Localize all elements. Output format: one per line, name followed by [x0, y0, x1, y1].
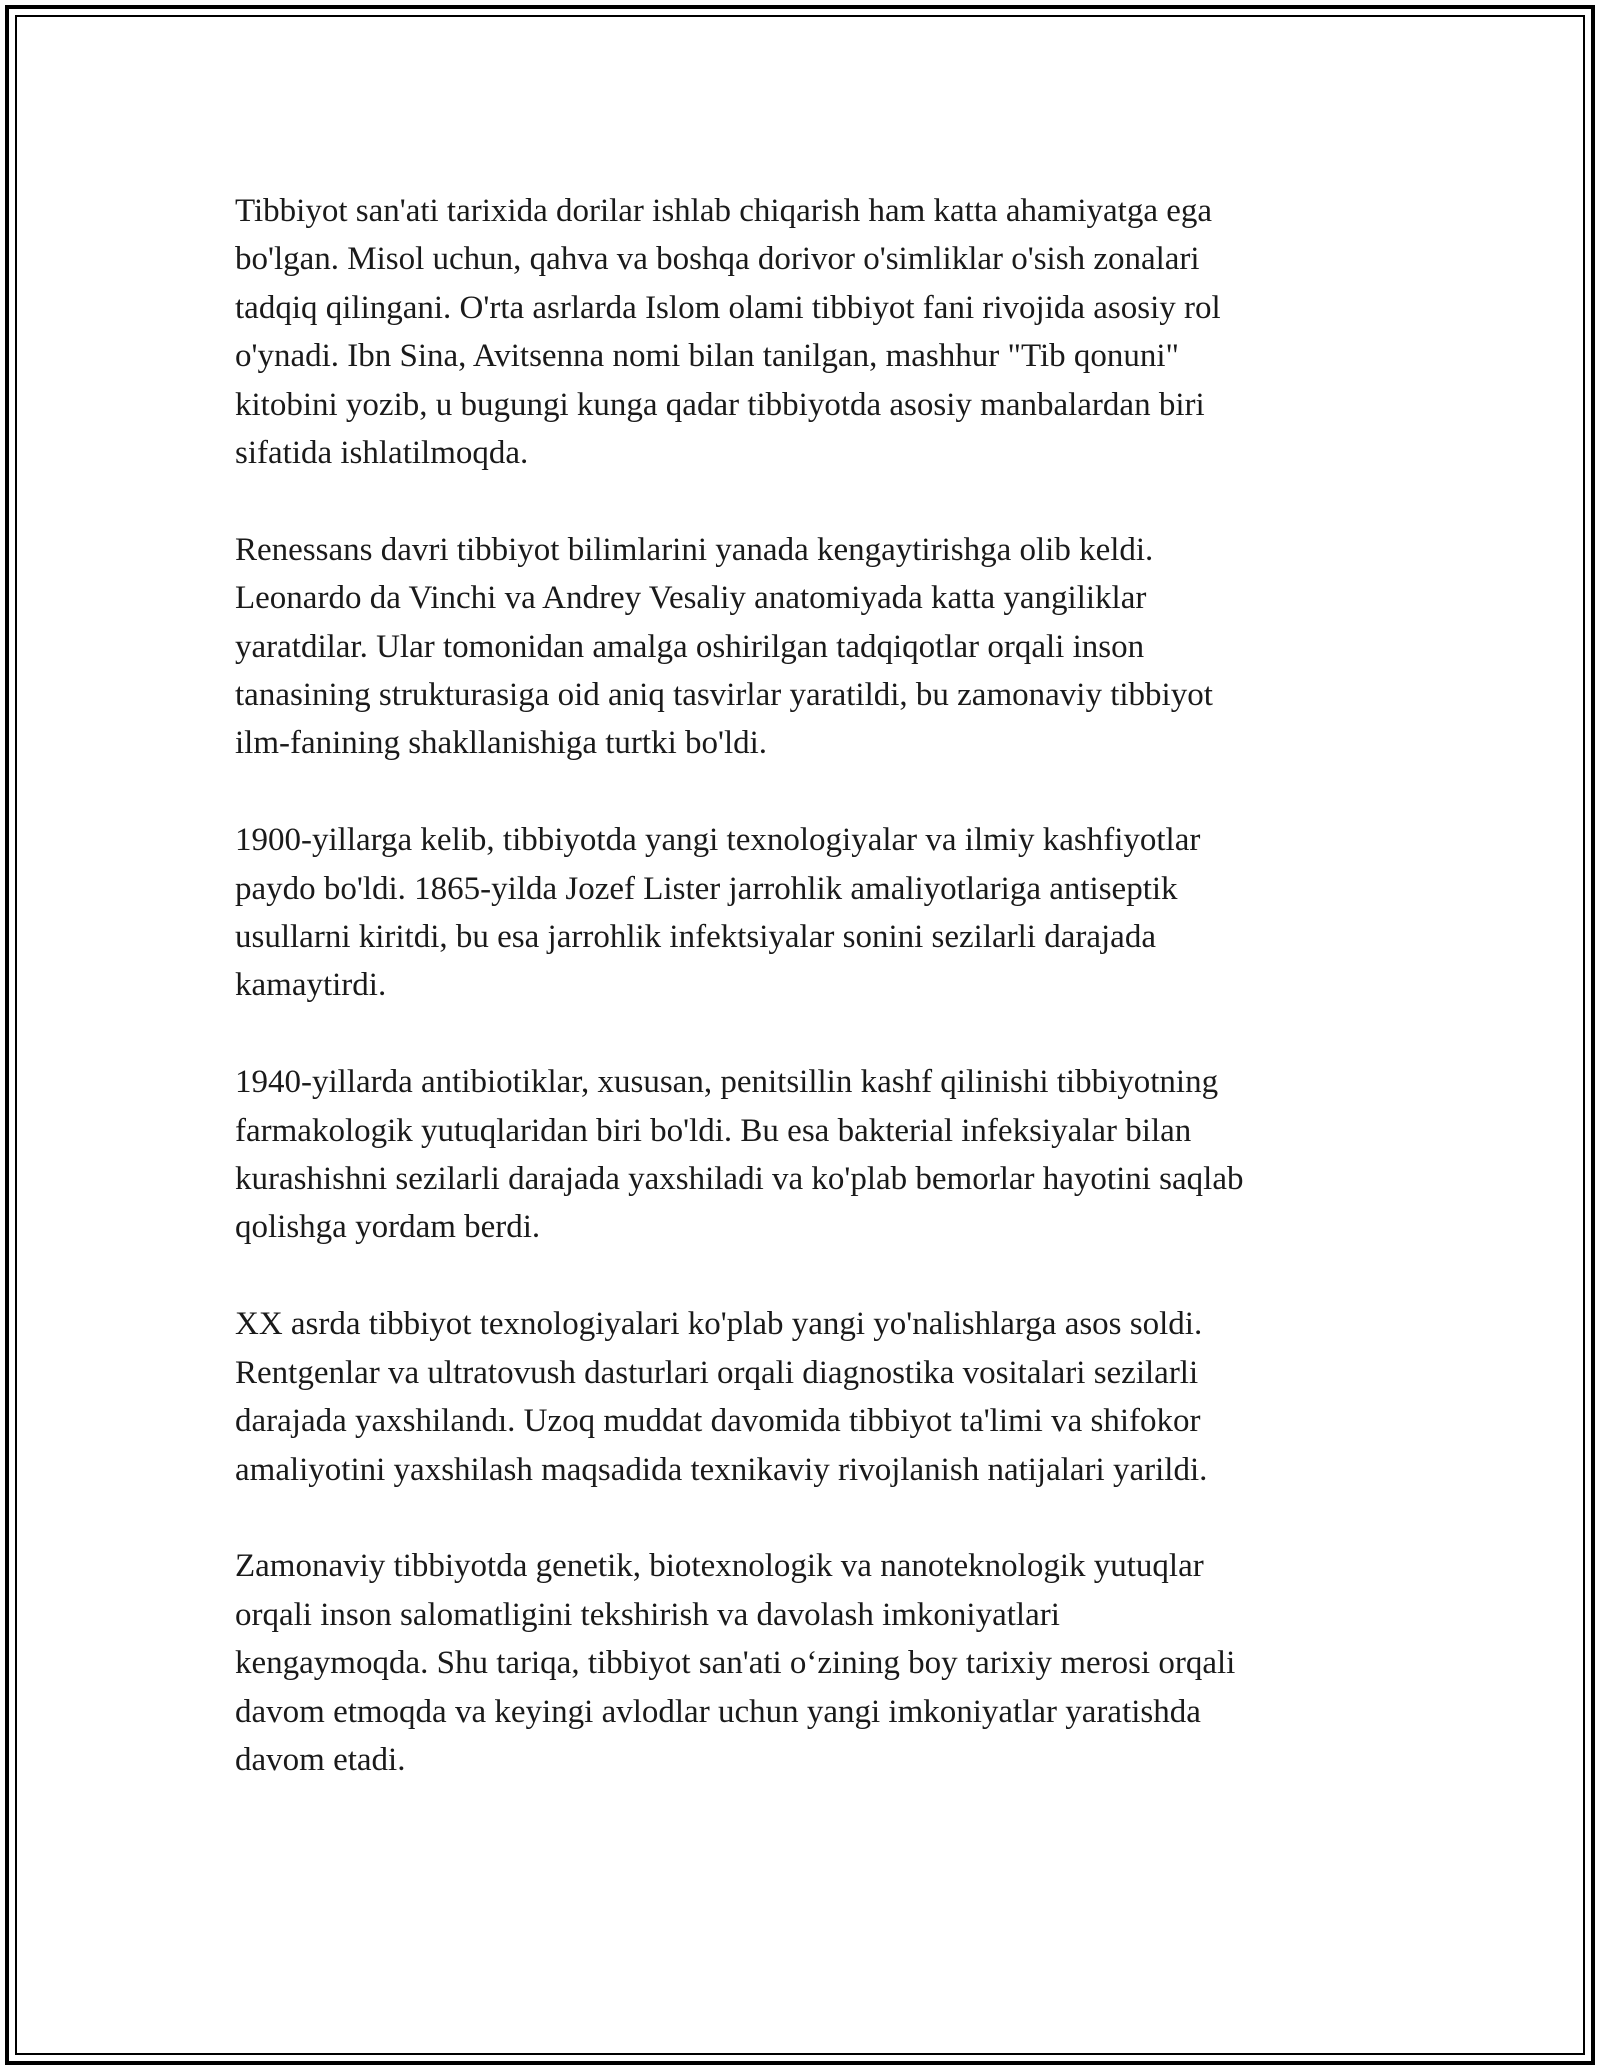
- text-line: paydo bo'ldi. 1865-yilda Jozef Lister jarrohlik amaliyotlariga antiseptik: [235, 870, 1178, 907]
- text-line: orqali inson salomatligini tekshirish va davolash imkoniyatlari: [235, 1596, 1060, 1633]
- text-line: darajada yaxshilandı. Uzoq muddat davomida tibbiyot ta'limi va shifokor: [235, 1403, 1201, 1440]
- paragraph-5: [235, 1300, 1365, 1494]
- paragraph-2: [235, 526, 1365, 768]
- text-line: qolishga yordam berdi.: [235, 1209, 541, 1246]
- text-line: tanasining strukturasiga oid aniq tasvirlar yaratildi, bu zamonaviy tibbiyot: [235, 677, 1213, 714]
- text-line: yaratdilar. Ular tomonidan amalga oshirilgan tadqiqotlar orqali inson: [235, 628, 1145, 665]
- paragraph-6: [235, 1542, 1365, 1784]
- text-line: kitobini yozib, u bugungi kunga qadar tibbiyotda asosiy manbalardan biri: [235, 386, 1205, 423]
- text-line: farmakologik yutuqlaridan biri bo'ldi. Bu esa bakterial infeksiyalar bilan: [235, 1112, 1192, 1149]
- paragraph-3: [235, 816, 1365, 1010]
- text-line: kurashishni sezilarli darajada yaxshiladi va ko'plab bemorlar hayotini saqlab: [235, 1161, 1244, 1198]
- text-line: Rentgenlar va ultratovush dasturlari orqali diagnostika vositalari sezilarli: [235, 1354, 1199, 1391]
- text-line: bo'lgan. Misol uchun, qahva va boshqa dorivor o'simliklar o'sish zonalari: [235, 241, 1200, 278]
- text-line: 1940-yillarda antibiotiklar, xususan, penitsillin kashf qilinishi tibbiyotning: [235, 1064, 1219, 1101]
- text-line: 1900-yillarga kelib, tibbiyotda yangi texnologiyalar va ilmiy kashfiyotlar: [235, 822, 1201, 859]
- text-line: Leonardo da Vinchi va Andrey Vesaliy anatomiyada katta yangiliklar: [235, 580, 1147, 617]
- text-line: sifatida ishlatilmoqda.: [235, 435, 529, 472]
- text-line: XX asrda tibbiyot texnologiyalari ko'plab yangi yo'nalishlarga asos soldi.: [235, 1306, 1203, 1343]
- text-line: Tibbiyot san'ati tarixida dorilar ishlab chiqarish ham katta ahamiyatga ega: [235, 193, 1213, 229]
- text-line: kamaytirdi.: [235, 967, 387, 1004]
- paragraph-4: [235, 1058, 1365, 1252]
- text-line: o'ynadi. Ibn Sina, Avitsenna nomi bilan tanilgan, mashhur "Tib qonuni": [235, 338, 1179, 375]
- text-line: usullarni kiritdi, bu esa jarrohlik infektsiyalar sonini sezilarli darajada: [235, 919, 1156, 956]
- text-line: amaliyotini yaxshilash maqsadida texnikaviy rivojlanish natijalari yarildi.: [235, 1451, 1208, 1488]
- text-line: kengaymoqda. Shu tariqa, tibbiyot san'ati o‘zining boy tarixiy merosi orqali: [235, 1645, 1236, 1682]
- text-line: Renessans davri tibbiyot bilimlarini yanada kengaytirishga olib keldi.: [235, 531, 1154, 568]
- document-body: [235, 187, 1365, 1833]
- paragraph-1: [235, 187, 1365, 477]
- text-line: ilm-fanining shakllanishiga turtki bo'ldi.: [235, 725, 768, 762]
- text-line: davom etmoqda va keyingi avlodlar uchun yangi imkoniyatlar yaratishda: [235, 1693, 1201, 1730]
- text-line: tadqiq qilingani. O'rta asrlarda Islom olami tibbiyot fani rivojida asosiy rol: [235, 289, 1221, 326]
- text-line: davom etadi.: [235, 1741, 406, 1778]
- text-line: Zamonaviy tibbiyotda genetik, biotexnologik va nanoteknologik yutuqlar: [235, 1548, 1204, 1585]
